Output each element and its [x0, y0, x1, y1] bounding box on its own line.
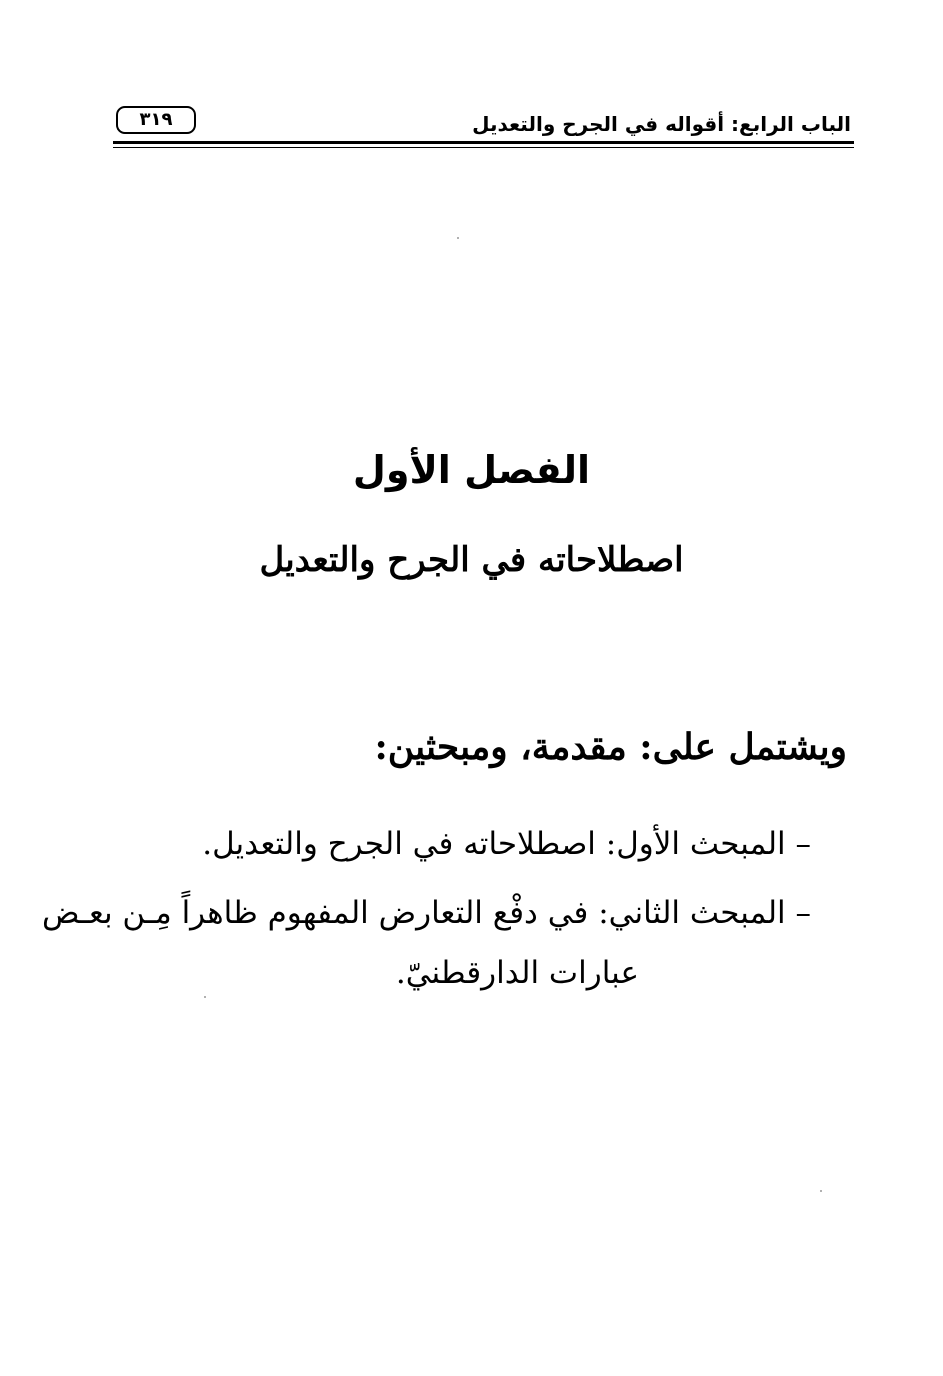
contents-intro: ويشتمل على: مقدمة، ومبحثين:: [374, 726, 847, 768]
chapter-subtitle: اصطلاحاته في الجرح والتعديل: [259, 540, 684, 580]
section-item-second: – المبحث الثاني: في دفْع التعارض المفهوم ظاهراً مِـن بعـض: [41, 895, 811, 931]
chapter-title: الفصل الأول: [352, 448, 591, 492]
section-item-second-continuation: عبارات الدارقطنيّ.: [395, 955, 639, 991]
scan-speck: [204, 996, 206, 998]
scan-speck: [820, 1190, 822, 1192]
header-rule-thick: [113, 141, 854, 144]
page-number: ٣١٩: [116, 106, 196, 134]
scan-speck: [457, 237, 459, 239]
running-header-title: الباب الرابع: أقواله في الجرح والتعديل: [472, 112, 851, 136]
section-item-first: – المبحث الأول: اصطلاحاته في الجرح والتعديل.: [202, 826, 811, 862]
header-rule-thin: [113, 147, 854, 148]
